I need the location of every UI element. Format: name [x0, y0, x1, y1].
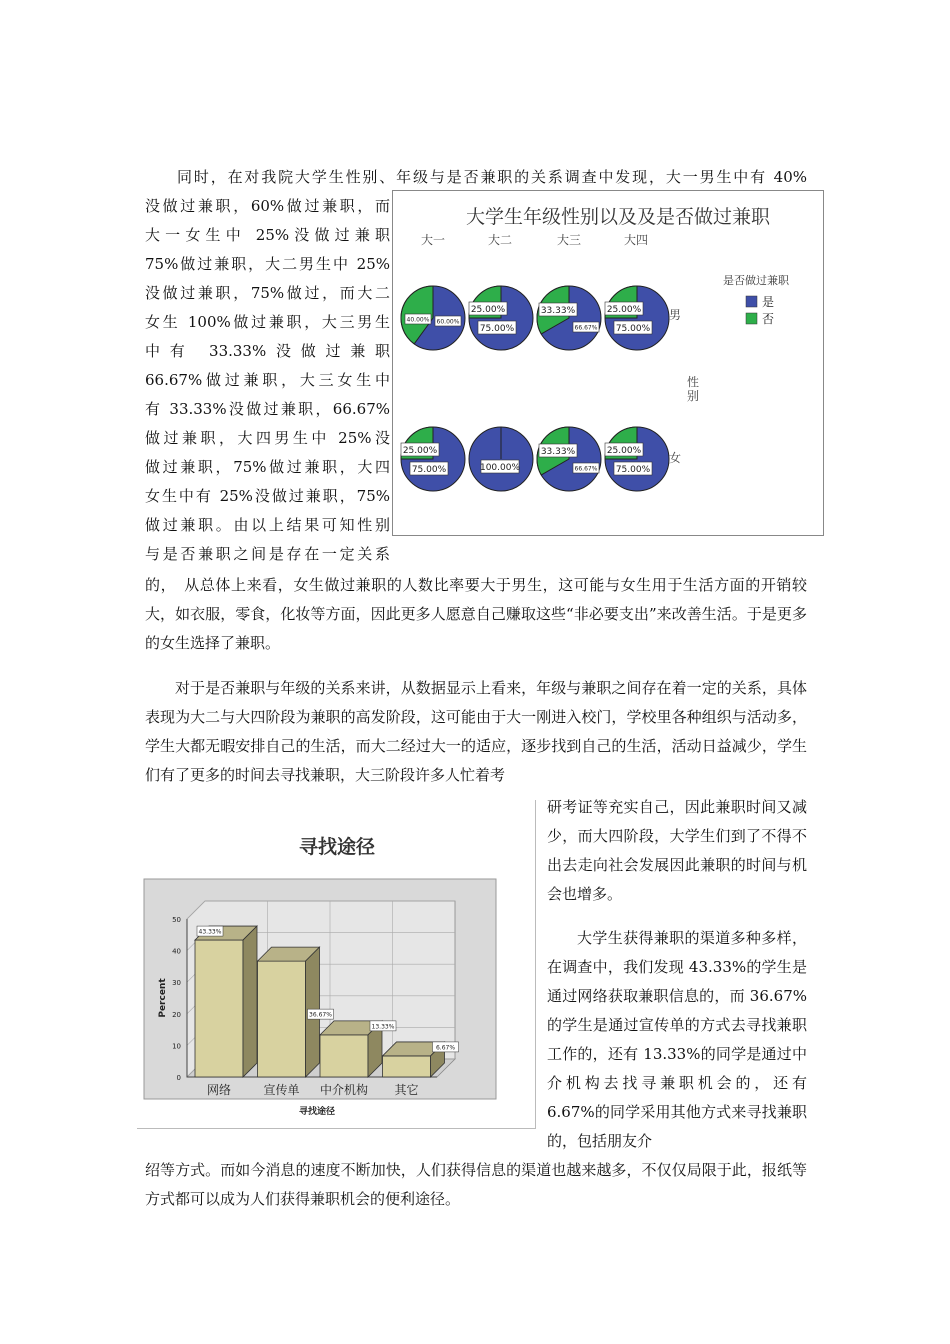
pie-chart-figure [392, 190, 824, 536]
paragraph-1-line: 女生 100%做过兼职，大三男生 [145, 313, 390, 331]
legend-swatch-yes [746, 296, 757, 307]
bar [258, 961, 306, 1077]
paragraph-3-tail: 绍等方式。而如今消息的速度不断加快，人们获得信息的渠道也越来越多，不仅仅局限于此，报纸等方式都可以成为人们获得兼职机会的便利途径。 [145, 1161, 807, 1208]
pie-chart-title: 大学生年级性别以及及是否做过兼职 [465, 206, 771, 228]
pie-cell [605, 427, 669, 491]
pie-data-label: 25.00% [470, 305, 506, 315]
paragraph-1-line: 大一女生中 25%没做过兼职 [145, 226, 390, 244]
paragraph-1-line: 有 33.33%没做过兼职，66.67% [145, 400, 390, 418]
x-tick-label: 其它 [394, 1083, 419, 1097]
paragraph-2: 对于是否兼职与年级的关系来讲，从数据显示上看来，年级与兼职之间存在着一定的关系，具体表现为大二与大四阶段为兼职的高发阶段，这可能由于大一刚进入校门，学校里各种组织与活动多，学生大都无暇安排自己的生活，而大二经过大一的适应，逐步找到自己的生活，活动日益减少，学生们有了更多的时间去寻找兼职，大三阶段许多人忙着考 [145, 679, 807, 784]
paragraph-1-line: 做过兼职。由以上结果可知性别 [145, 516, 390, 534]
pie-data-label: 33.33% [540, 447, 576, 457]
pie-data-label: 25.00% [606, 446, 642, 456]
bar-side [243, 926, 257, 1077]
bar-chart-figure [137, 800, 536, 1129]
pie-row-axis-label-char: 别 [686, 389, 700, 403]
bar-value-label: 43.33% [198, 928, 222, 936]
y-tick-label: 30 [172, 979, 181, 988]
pie-legend-title: 是否做过兼职 [723, 274, 789, 287]
paragraph-1-line: 与是否兼职之间是存在一定关系 [145, 545, 390, 563]
x-axis-label: 寻找途径 [298, 1107, 336, 1117]
pie-data-label: 75.00% [615, 324, 651, 334]
paragraph-1-line: 没做过兼职，75%做过，而大二 [145, 284, 390, 302]
pie-chart-svg [393, 191, 823, 535]
bar-chart-svg [137, 800, 535, 1128]
pie-column-label: 大三 [556, 233, 582, 247]
y-tick-label: 20 [172, 1010, 181, 1019]
y-tick-label: 50 [172, 916, 181, 924]
legend-label-no: 否 [762, 312, 775, 326]
paragraph-2-wrapped: 研考证等充实自己，因此兼职时间又减少，而大四阶段，大学生们到了不得不出去走向社会发展因此兼职的时间与机会也增多。 [547, 798, 807, 903]
y-tick-label: 0 [176, 1074, 181, 1082]
y-tick-label: 10 [172, 1042, 181, 1051]
pie-data-label: 66.67% [574, 465, 598, 473]
pie-data-label: 60.00% [436, 318, 460, 326]
bar [195, 940, 243, 1077]
bar [383, 1056, 431, 1077]
bar-value-label: 6.67% [435, 1044, 456, 1052]
pie-data-label: 66.67% [574, 324, 598, 332]
pie-row-label: 女 [669, 451, 682, 465]
pie-cell [401, 427, 465, 491]
bar-value-label: 36.67% [309, 1011, 332, 1019]
x-tick-label: 网络 [206, 1083, 232, 1097]
pie-column-label: 大一 [420, 233, 446, 247]
pie-data-label: 75.00% [479, 324, 515, 334]
pie-cell [537, 427, 601, 491]
pie-data-label: 100.00% [479, 463, 521, 473]
paragraph-1-line: 没做过兼职，60%做过兼职，而 [145, 197, 390, 215]
x-tick-label: 宣传单 [263, 1083, 300, 1097]
paragraph-1-line: 75%做过兼职，大二男生中 25% [145, 255, 390, 273]
paragraph-1-line: 做过兼职，大四男生中 25%没 [145, 429, 390, 447]
pie-cell [537, 286, 601, 350]
legend-swatch-no [746, 313, 757, 324]
pie-data-label: 25.00% [606, 305, 642, 315]
pie-data-label: 75.00% [411, 465, 447, 475]
paragraph-3-wrapped: 大学生获得兼职的渠道多种多样，在调查中，我们发现 43.33%的学生是通过网络获取兼职信息的，而 36.67%的学生是通过宣传单的方式去寻找兼职工作的，还有 13.33%的同学是通过中介机构去找寻兼职机会的，还有 6.67%的同学采用其他方式来寻找兼职的，包括朋友介 [547, 929, 807, 1150]
pie-column-label: 大二 [487, 233, 513, 247]
pie-column-label: 大四 [623, 233, 649, 247]
paragraph-1-first-line: 同时，在对我院大学生性别、年级与是否兼职的关系调查中发现，大一男生中有 40% [177, 168, 807, 186]
y-axis-label: Percent [158, 978, 168, 1018]
pie-data-label: 33.33% [540, 306, 576, 316]
bar-value-label: 13.33% [371, 1023, 395, 1031]
pie-cell [605, 286, 669, 350]
pie-data-label: 40.00% [406, 316, 430, 324]
y-tick-label: 40 [172, 947, 181, 956]
paragraph-1-line: 女生中有 25%没做过兼职，75% [145, 487, 390, 505]
pie-cell [469, 427, 533, 491]
bar [320, 1035, 368, 1077]
pie-row-label: 男 [669, 308, 682, 322]
pie-row-axis-label-char: 性 [686, 375, 700, 389]
legend-label-yes: 是 [762, 295, 775, 309]
x-tick-label: 中介机构 [319, 1083, 369, 1097]
pie-cell [469, 286, 533, 350]
bar-chart-title: 寻找途径 [298, 836, 376, 858]
paragraph-1-line: 中有 33.33%没做过兼职 [145, 342, 390, 360]
pie-data-label: 75.00% [615, 465, 651, 475]
pie-cell [401, 286, 465, 350]
paragraph-1-line: 做过兼职，75%做过兼职，大四 [145, 458, 390, 476]
paragraph-1-tail: 的， 从总体上来看，女生做过兼职的人数比率要大于男生，这可能与女生用于生活方面的开销较大，如衣服，零食，化妆等方面，因此更多人愿意自己赚取这些“非必要支出”来改善生活。于是更多的女生选择了兼职。 [145, 576, 807, 652]
paragraph-1-line: 66.67%做过兼职，大三女生中 [145, 371, 390, 389]
pie-data-label: 25.00% [402, 446, 438, 456]
